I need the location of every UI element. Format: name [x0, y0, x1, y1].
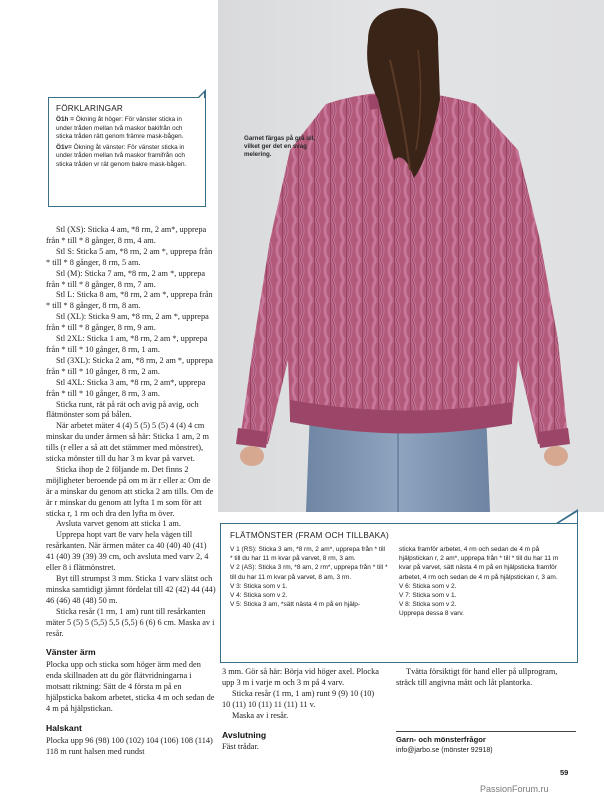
pattern-row: V 7: Sticka som v 1.: [399, 592, 457, 600]
paragraph: Sticka resår (1 rm, 1 am) runt till resårkanten mäter 5 (5) 5 (5,5) 5,5 (5,5) 6 (6) 6 cm. Maska av i resår.: [46, 606, 215, 638]
paragraph: Sticka resår (1 rm, 1 am) runt 9 (9) 10 (10) 10 (11) 10 (11) 11 (11) 11 v.: [222, 688, 375, 709]
right-column: [396, 667, 576, 689]
avslutning-heading: Avslutning: [222, 729, 267, 740]
forklaring-item: [56, 116, 199, 142]
paragraph: Maska av i resår.: [232, 710, 289, 720]
paragraph: Avsluta varvet genom att sticka 1 am.: [56, 519, 181, 529]
box-corner-inner: [559, 512, 577, 523]
paragraph: Byt till strumpst 3 mm. Sticka 1 varv slätst och minska samtidigt jämnt fördelat till 42 (42) 44 (44) 46 (46) 48 (48) 50 m.: [46, 574, 216, 605]
middle-column: [222, 667, 382, 753]
halskant-heading: Halskant: [46, 722, 82, 733]
paragraph: Sticka ihop de 2 följande m. Det finns 2 möjligheter beroende på om m är r eller a: Om de är a minskar du genom att sticka 2 am tills. Om de är r minskar du genom att lyfta 1 m som för att sticka r, 1 rm och dra den lyfta m över.: [46, 464, 214, 518]
forklaring-term: Ö1h =: [56, 116, 74, 123]
left-column: [46, 225, 216, 758]
forklaring-term: Ö1v=: [56, 143, 72, 151]
pattern-row: V 2 (AS): Sticka 3 rm, *8 am, 2 rm*, upprepa från * till * till du har 11 m kvar på varvet, 8 am, 3 rm.: [230, 564, 388, 581]
flatmonster-title: FLÄTMÖNSTER (FRAM OCH TILLBAKA): [230, 531, 389, 540]
photo-caption: Garnet färgas på grå ull, vilket ger det en svag melering.: [244, 135, 316, 158]
paragraph: Stl L: Sticka 8 am, *8 rm, 2 am *, upprepa från * till * 8 gånger, 8 rm, 8 am.: [46, 290, 213, 311]
page-number: 59: [560, 768, 569, 777]
garn-contact: [396, 731, 576, 754]
pattern-row: sticka framför arbetet, 4 rm och sedan de 4 m på hjälpstickan r, 2 am*, upprepa från * till * till du har 11 m kvar på varvet, sätt nästa 4 m på en hjälpsticka framför arbetet, 4 rm och sedan de 4 m på hjälpstickan r, 3 am.: [399, 546, 559, 581]
garn-title: Garn- och mönsterfrågor: [396, 735, 486, 744]
pattern-row: V 3: Sticka som v 1.: [230, 582, 288, 590]
vanster-arm-text: Plocka upp och sticka som höger ärm med den enda skillnaden att du gör flätvridningarna i motsatt riktning: Sätt de 4 första m på en hjälpsticka bakom arbetet, sticka 4 m och sedan de 4 m på hjälpstickan.: [46, 660, 215, 713]
paragraph: Stl (3XL): Sticka 2 am, *8 rm, 2 am *, upprepa från * till * 10 gånger, 8 rm, 2 am.: [46, 355, 213, 376]
vanster-arm-heading: Vänster ärm: [46, 647, 96, 658]
flatmonster-box: [220, 523, 578, 663]
sweater-photo: [218, 0, 604, 512]
paragraph: Stl S: Sticka 5 am, *8 rm, 2 am *, upprepa från * till * 8 gånger, 8 rm, 5 am.: [46, 246, 213, 267]
forklaring-item: [56, 144, 199, 170]
sweater-illustration: [218, 0, 604, 512]
paragraph: Stl 4XL: Sticka 3 am, *8 rm, 2 am*, upprepa från * till * 10 gånger, 8 rm, 3 am.: [46, 377, 206, 398]
box-corner-inner: [192, 93, 204, 105]
pattern-row: V 4: Sticka som v 2.: [230, 592, 288, 600]
avslutning-text: Fäst trådar.: [222, 742, 259, 752]
paragraph: Sticka runt, rät på rät och avig på avig, och flätmönster som på bålen.: [46, 399, 199, 420]
pattern-row: V 1 (RS): Sticka 3 am, *8 rm, 2 am*, upprepa från * till * till du har 11 m kvar på varvet, 8 rm, 3 am.: [230, 546, 385, 563]
paragraph: Tvätta försiktigt för hand eller på ullprogram, sträck till angivna mått och låt plantorka.: [396, 667, 558, 687]
pattern-row: Upprepa dessa 8 varv.: [399, 610, 464, 618]
pattern-row: V 6: Sticka som v 2.: [399, 582, 457, 590]
forklaringar-title: FÖRKLARINGAR: [56, 104, 124, 113]
forklaring-text: Ökning åt höger: För vänster sticka in under tråden mellan två maskor bakifrån och sticka tråden rätt genom främre mask-bågen.: [56, 116, 184, 141]
forklaring-text: Ökning åt vänster: För vänster sticka in under tråden mellan två maskor framifrån och sticka tråden vr rät genom bakre mask-bågen.: [56, 143, 187, 168]
halskant-text: Plocka upp 96 (98) 100 (102) 104 (106) 108 (114) 118 m runt halsen med rundst: [46, 735, 213, 756]
flatmonster-col1: [230, 545, 389, 619]
paragraph: Upprepa hopt vart 8e varv hela vägen till resårkanten. När ärmen mäter ca 40 (40) 40 (41) 41 (40) 39 (39) 39 cm, och avsluta med varv 2, 4 eller 8 i flätmönstret.: [46, 530, 209, 573]
forklaringar-box: [48, 97, 206, 207]
flatmonster-col2: [399, 545, 568, 619]
paragraph: Stl (XS): Sticka 4 am, *8 rm, 2 am*, upprepa från * till * 8 gånger, 8 rm, 4 am.: [46, 225, 207, 245]
watermark: PassionForum.ru: [480, 784, 549, 794]
paragraph: När arbetet mäter 4 (4) 5 (5) 5 (5) 4 (4) 4 cm minskar du under ärmen så här: Sticka 1 am, 2 m tills (r eller a så att det stämmer med mönstret), sticka mönster till du har 3 m kvar på varvet.: [46, 421, 209, 464]
pattern-row: V 5: Sticka 3 am, *sätt nästa 4 m på en hjälp-: [230, 601, 361, 609]
paragraph: 3 mm. Gör så här: Börja vid höger axel. Plocka upp 3 m i varje m och 3 m på 4 varv.: [222, 667, 379, 687]
pattern-row: V 8: Sticka som v 2.: [399, 601, 457, 609]
garn-contact-text: info@jarbo.se (mönster 92918): [396, 747, 493, 754]
paragraph: Stl (XL): Sticka 9 am, *8 rm, 2 am *, upprepa från * till * 8 gånger, 8 rm, 9 am.: [46, 312, 209, 333]
paragraph: Stl (M): Sticka 7 am, *8 rm, 2 am *, upprepa från * till * 8 gånger, 8 rm, 7 am.: [46, 268, 206, 289]
paragraph: Stl 2XL: Sticka 1 am, *8 rm, 2 am *, upprepa från * till * 10 gånger, 8 rm, 1 am.: [46, 334, 208, 354]
